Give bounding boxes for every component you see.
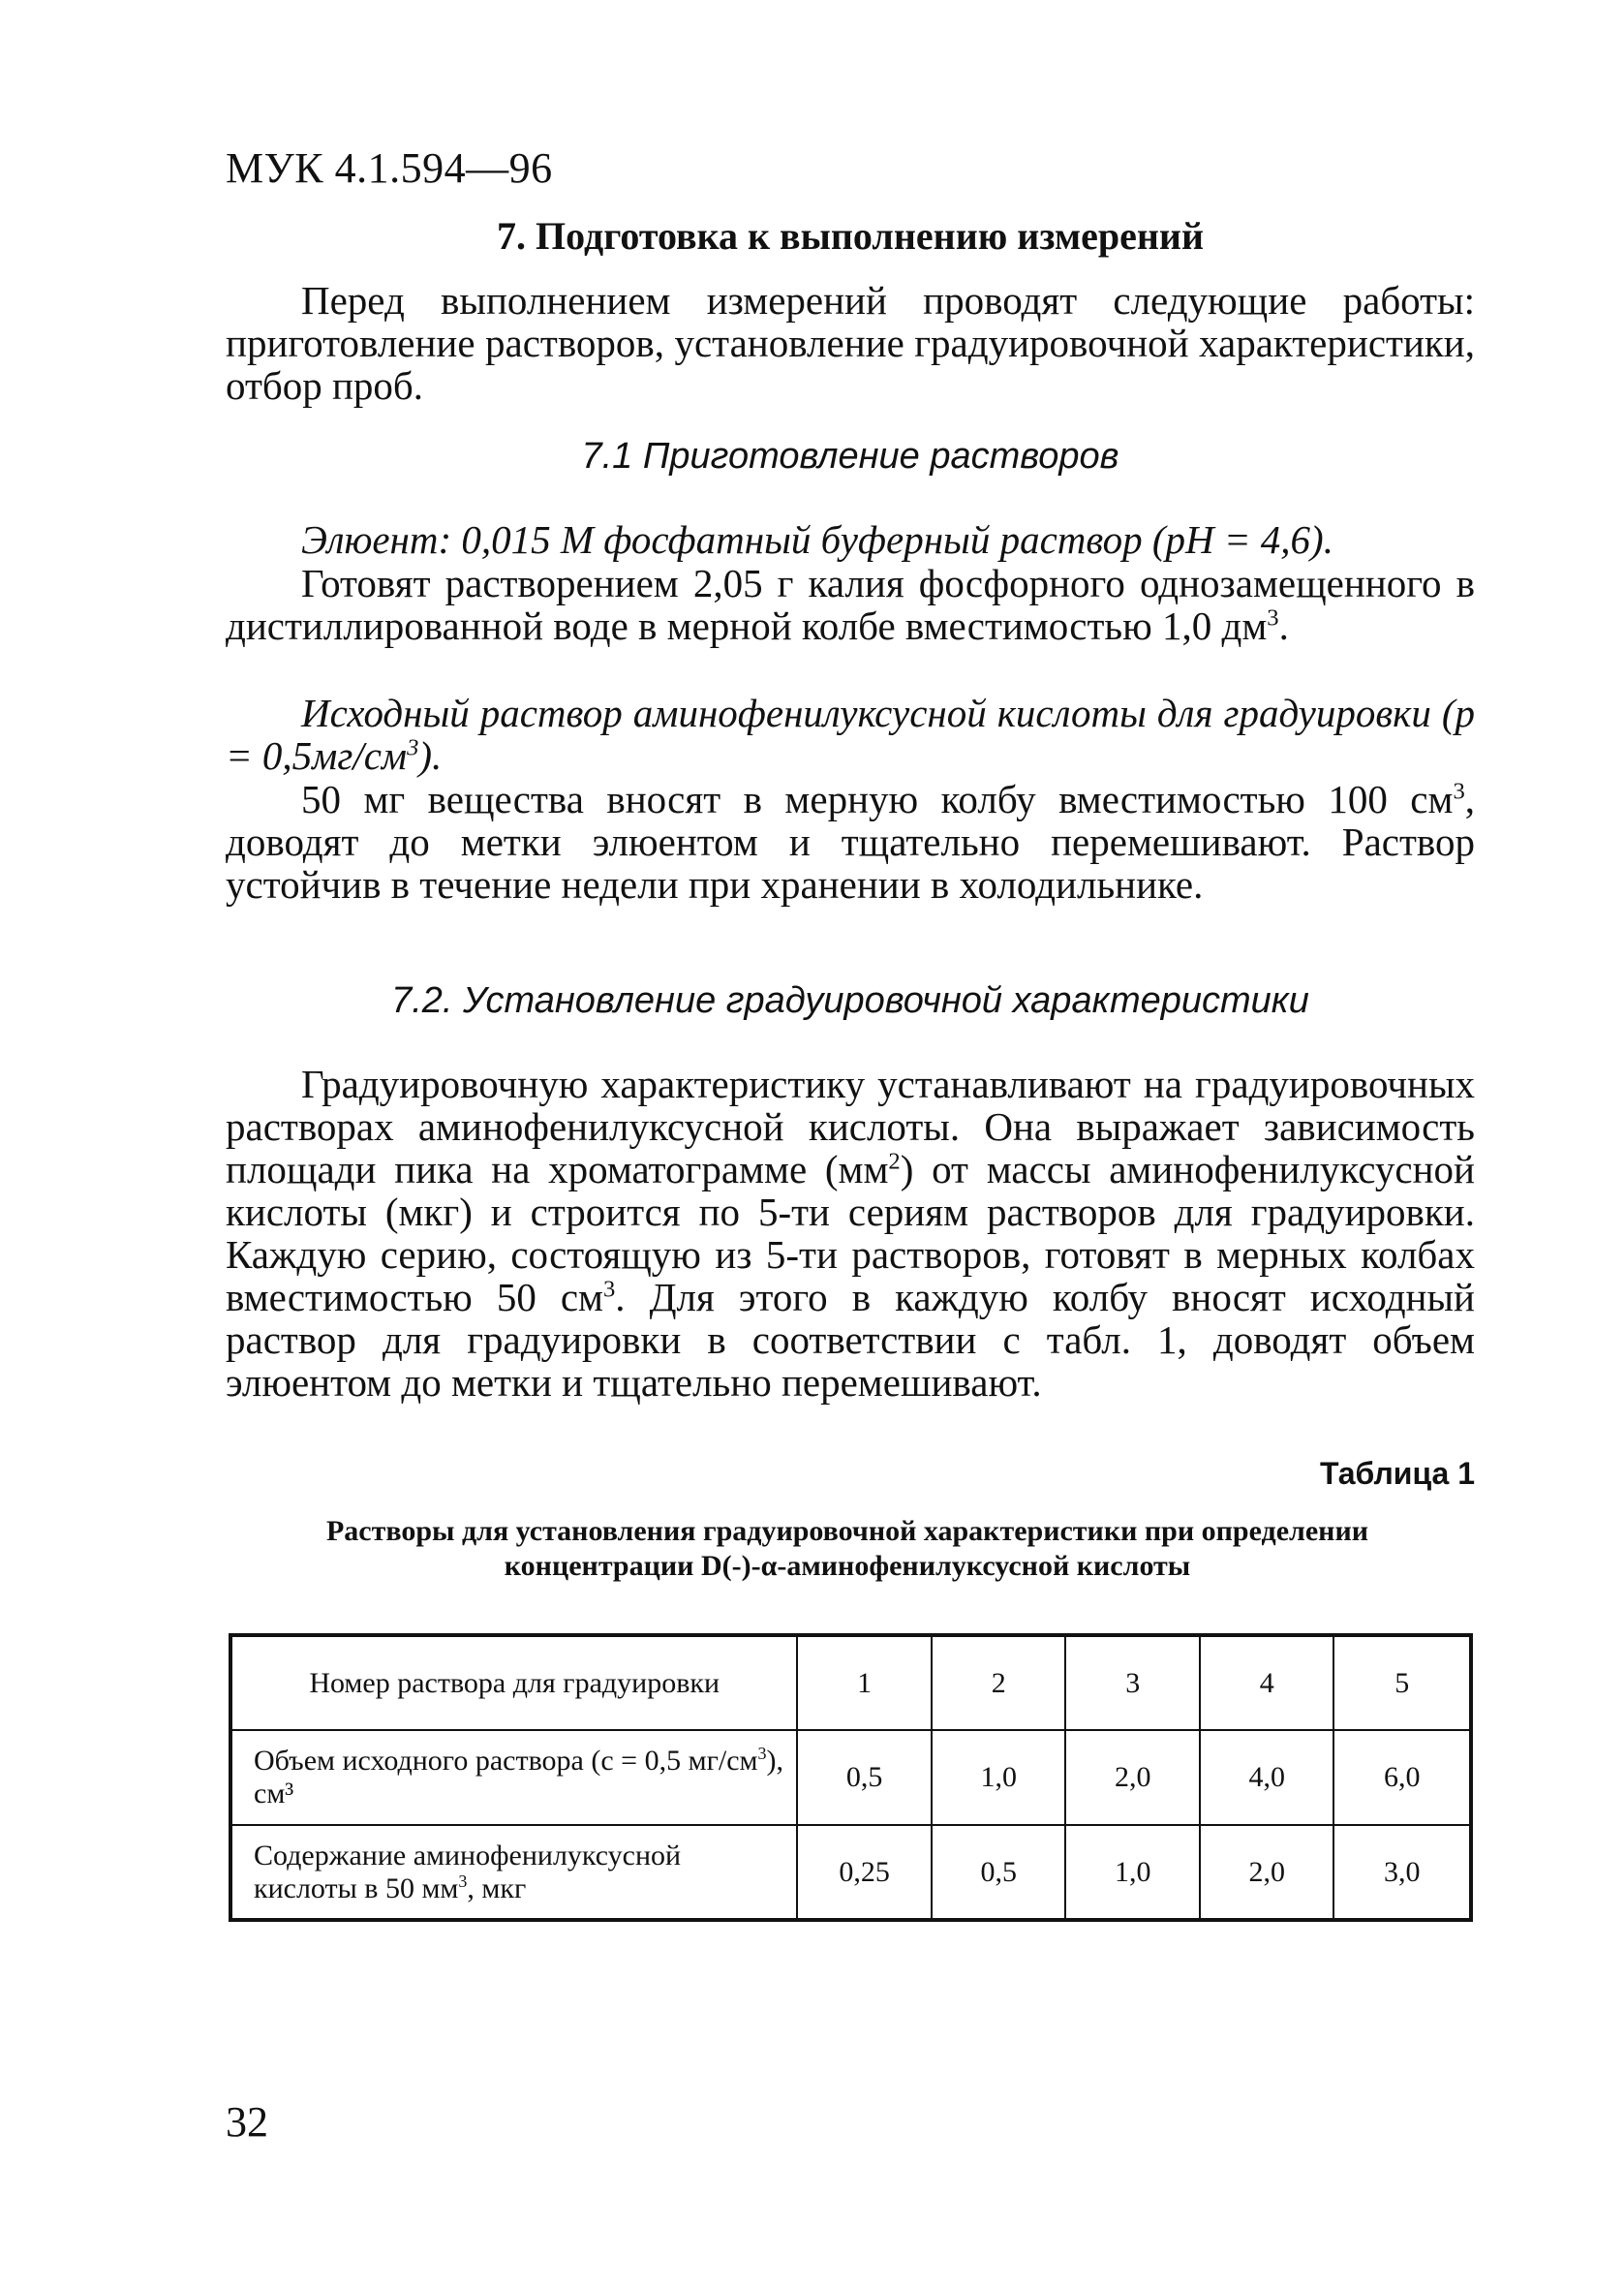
table-cell: 1	[797, 1635, 932, 1730]
document-code: МУК 4.1.594—96	[226, 144, 553, 192]
table-row	[230, 1730, 1471, 1825]
stock-heading-text: Исходный раствор аминофенилуксусной кислоты для градуировки (р = 0,5мг/см	[226, 691, 1475, 778]
row-header-text-end: , мкг	[467, 1871, 527, 1904]
row-header-text-end: ), см³	[254, 1745, 784, 1810]
table-cell: 2,0	[1200, 1825, 1334, 1920]
table-cell: 3	[1065, 1635, 1200, 1730]
calibration-superscript-2: 3	[603, 1276, 616, 1303]
table-cell: 2	[932, 1635, 1066, 1730]
stock-solution-heading	[226, 692, 1475, 777]
table-cell: 1,0	[1065, 1825, 1200, 1920]
eluent-text: Готовят растворением 2,05 г калия фосфорного однозамещенного в дистиллированной воде в мерной колбе вместимостью 1,0 дм	[226, 561, 1475, 648]
calibration-text-2: ) от массы аминофенилуксусной кислоты (мкг) и строится по 5-ти сериям растворов для градуировки. Каждую серию, состоящую из 5-ти растворов, готовят в мерных колбах вместимостью 50 см	[226, 1147, 1475, 1319]
table-cell: 4	[1200, 1635, 1334, 1730]
row-header-text: Объем исходного раствора (с = 0,5 мг/см	[254, 1745, 758, 1777]
eluent-paragraph	[226, 562, 1475, 647]
section-title: 7. Подготовка к выполнению измерений	[497, 214, 1204, 258]
table-cell: 5	[1333, 1635, 1471, 1730]
row-header	[230, 1825, 797, 1920]
table-row	[230, 1825, 1471, 1920]
table-cell: 4,0	[1200, 1730, 1334, 1825]
table-number: Таблица 1	[1319, 1456, 1475, 1491]
table-cell: 0,5	[932, 1825, 1066, 1920]
row-header	[230, 1635, 797, 1730]
stock-text: 50 мг вещества вносят в мерную колбу вместимостью 100 см	[301, 777, 1454, 821]
calibration-table	[229, 1633, 1473, 1922]
calibration-superscript-1: 2	[888, 1148, 901, 1175]
calibration-paragraph	[226, 1063, 1475, 1404]
row-header-superscript: 3	[458, 1871, 468, 1891]
stock-text-end: , доводят до метки элюентом и тщательно перемешивают. Раствор устойчив в течение недели при хранении в холодильнике.	[226, 777, 1475, 907]
table-cell: 1,0	[932, 1730, 1066, 1825]
stock-heading-end: ).	[418, 733, 443, 778]
eluent-superscript: 3	[1267, 604, 1279, 632]
calibration-text-1: Градуировочную характеристику устанавливают на градуировочных растворах аминофенилуксусной кислоты. Она выражает зависимость площади пика на хроматограмме (мм	[226, 1062, 1475, 1191]
table-cell: 3,0	[1333, 1825, 1471, 1920]
table-row	[230, 1635, 1471, 1730]
row-header	[230, 1730, 797, 1825]
table-caption: Растворы для установления градуировочной характеристики при определении концентрации D(-)-α-аминофенилуксусной кислоты	[325, 1515, 1369, 1582]
row-header-text: Номер раствора для градуировки	[309, 1666, 720, 1699]
row-header-superscript: 3	[757, 1744, 767, 1763]
table-cell: 2,0	[1065, 1730, 1200, 1825]
calibration-text-3: . Для этого в каждую колбу вносят исходный раствор для градуировки в соответствии с табл. 1, доводят объем элюентом до метки и тщательно перемешивают.	[226, 1275, 1475, 1405]
subsection-title-7-2: 7.2. Установление градуировочной характеристики	[391, 980, 1309, 1021]
subsection-title-7-1: 7.1 Приготовление растворов	[581, 436, 1119, 477]
eluent-text-end: .	[1278, 603, 1289, 648]
stock-solution-paragraph	[226, 778, 1475, 906]
table-cell: 0,25	[797, 1825, 932, 1920]
table-cell: 0,5	[797, 1730, 932, 1825]
table-cell: 6,0	[1333, 1730, 1471, 1825]
page-number: 32	[226, 2098, 268, 2146]
eluent-heading: Элюент: 0,015 М фосфатный буферный раствор (pH = 4,6).	[301, 517, 1333, 562]
stock-heading-superscript: 3	[407, 734, 419, 761]
intro-paragraph: Перед выполнением измерений проводят следующие работы: приготовление растворов, установление градуировочной характеристики, отбор проб.	[226, 278, 1475, 408]
stock-text-superscript: 3	[1453, 778, 1465, 805]
row-header-text: Содержание аминофенилуксусной кислоты в 50 мм	[254, 1839, 682, 1904]
